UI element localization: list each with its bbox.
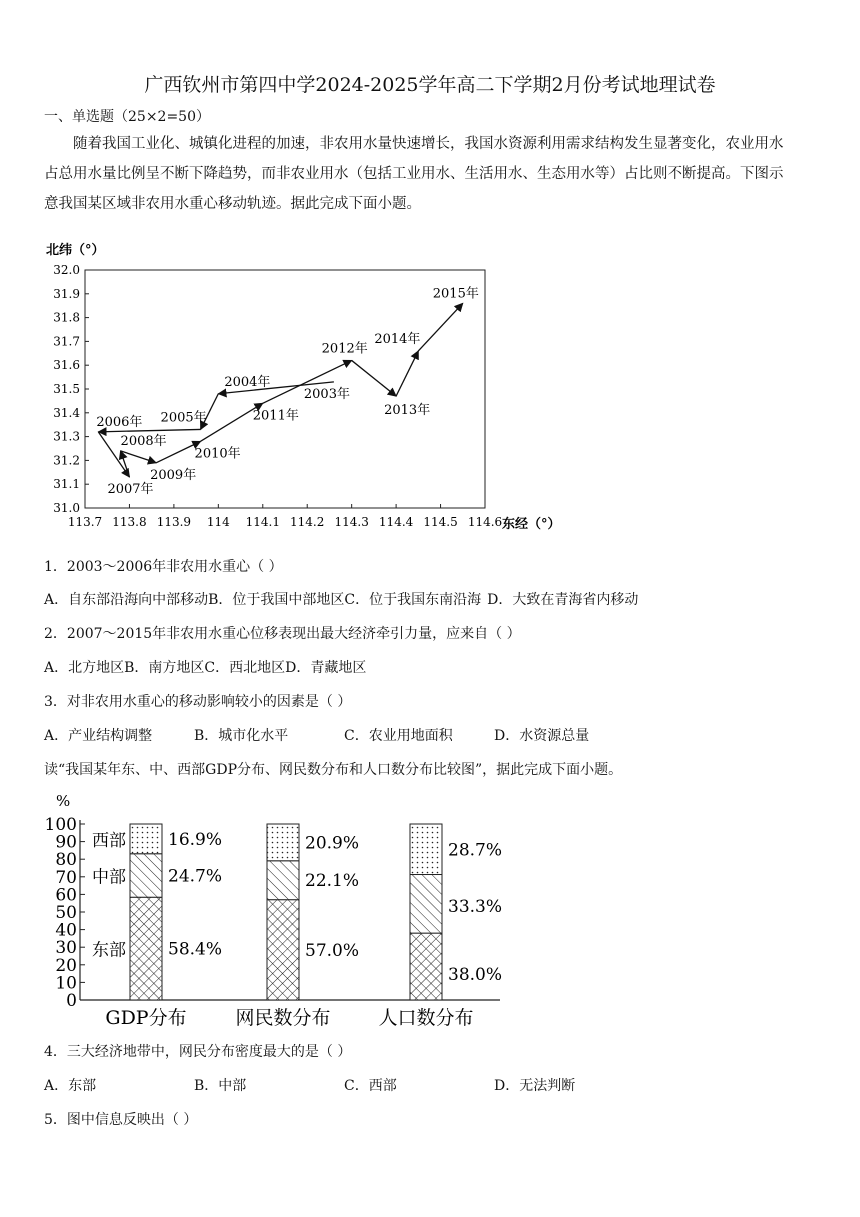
bar-segment bbox=[130, 897, 162, 1000]
bar-value-label: 20.9% bbox=[305, 833, 360, 854]
intro-paragraph-1 bbox=[44, 129, 820, 219]
y-tick-label: 31.8 bbox=[53, 310, 80, 325]
y-tick-label: 70 bbox=[55, 867, 77, 888]
y-axis-label: 北纬（°） bbox=[46, 243, 105, 258]
option-c[interactable]: C．位于我国东南沿海 bbox=[344, 592, 482, 608]
water-centroid-chart bbox=[40, 236, 580, 536]
y-tick-label: 80 bbox=[55, 850, 77, 871]
option-c[interactable]: C．农业用地面积 bbox=[344, 728, 453, 744]
question-5-stem: 5．图中信息反映出（ ） bbox=[44, 1112, 198, 1128]
y-tick-label: 50 bbox=[55, 903, 77, 923]
x-tick-label: 114 bbox=[206, 515, 230, 529]
question-2-options bbox=[44, 657, 366, 677]
x-tick-label: 114.5 bbox=[423, 515, 458, 529]
y-tick-label: 32.0 bbox=[53, 263, 80, 277]
option-a[interactable]: A．自东部沿海向中部移动 bbox=[44, 592, 209, 608]
y-tick-label: 31.5 bbox=[53, 382, 80, 396]
distribution-bar-chart bbox=[40, 790, 520, 1040]
y-tick-label: 31.7 bbox=[53, 334, 80, 349]
x-axis-label: 东经（°） bbox=[502, 517, 561, 532]
question-2-stem: 2．2007～2015年非农用水重心位移表现出最大经济牵引力量，应来自（ ） bbox=[44, 626, 521, 642]
y-tick-label: 100 bbox=[44, 815, 77, 835]
bar-value-label: 22.1% bbox=[305, 871, 360, 892]
bar-value-label: 58.4% bbox=[168, 939, 223, 960]
x-tick-label: 114.4 bbox=[378, 515, 414, 529]
bar-value-label: 38.0% bbox=[448, 965, 503, 985]
y-tick-label: 31.4 bbox=[53, 405, 80, 420]
x-tick-label: 114.6 bbox=[467, 515, 503, 529]
y-tick-label: 0 bbox=[66, 991, 77, 1011]
section-heading: 一、单选题（25×2=50） bbox=[44, 109, 210, 125]
page-title: 广西钦州市第四中学2024-2025学年高二下学期2月份考试地理试卷 bbox=[144, 74, 716, 96]
point-label: 2007年 bbox=[107, 482, 154, 498]
option-d[interactable]: D．青藏地区 bbox=[285, 660, 367, 676]
option-d[interactable]: D．无法判断 bbox=[494, 1078, 576, 1094]
option-b[interactable]: B．中部 bbox=[194, 1078, 247, 1094]
bar-value-label: 24.7% bbox=[168, 866, 223, 887]
y-axis-label: % bbox=[56, 792, 71, 810]
category-label: GDP分布 bbox=[105, 1007, 187, 1029]
intro-paragraph-2: 读“我国某年东、中、西部GDP分布、网民数分布和人口数分布比较图”，据此完成下面小题。 bbox=[44, 762, 623, 778]
option-d[interactable]: D．水资源总量 bbox=[494, 728, 590, 744]
x-tick-label: 114.1 bbox=[245, 515, 280, 529]
question-4-stem: 4．三大经济地带中，网民分布密度最大的是（ ） bbox=[44, 1044, 352, 1060]
question-1-options bbox=[44, 589, 638, 609]
option-b[interactable]: B．城市化水平 bbox=[194, 728, 289, 744]
plot-frame bbox=[85, 270, 485, 508]
x-tick-label: 113.9 bbox=[156, 515, 192, 529]
question-1-stem: 1．2003～2006年非农用水重心（ ） bbox=[44, 559, 283, 575]
bar-value-label: 28.7% bbox=[448, 840, 503, 861]
y-tick-label: 10 bbox=[55, 973, 77, 994]
bar-value-label: 57.0% bbox=[305, 940, 360, 961]
option-a[interactable]: A．东部 bbox=[44, 1078, 97, 1094]
series-label: 西部 bbox=[92, 830, 126, 851]
trajectory-segment bbox=[396, 351, 418, 396]
point-label: 2014年 bbox=[374, 331, 421, 347]
option-b[interactable]: B．位于我国中部地区 bbox=[208, 592, 345, 608]
point-label: 2003年 bbox=[303, 386, 350, 402]
y-tick-label: 40 bbox=[55, 920, 77, 941]
y-tick-label: 31.6 bbox=[53, 358, 80, 373]
y-tick-label: 31.9 bbox=[53, 286, 80, 301]
bar-segment bbox=[267, 824, 299, 861]
bar-segment bbox=[267, 861, 299, 900]
trajectory-segment bbox=[121, 451, 130, 477]
point-label: 2009年 bbox=[150, 467, 197, 483]
trajectory-segment bbox=[352, 360, 396, 396]
option-c[interactable]: C．西部 bbox=[344, 1078, 397, 1094]
trajectory-segment bbox=[121, 451, 157, 463]
category-label: 网民数分布 bbox=[235, 1007, 331, 1029]
y-tick-label: 90 bbox=[55, 832, 77, 853]
y-tick-label: 30 bbox=[55, 938, 77, 959]
intro-line: 意我国某区域非农用水重心移动轨迹。据此完成下面小题。 bbox=[44, 196, 421, 212]
point-label: 2008年 bbox=[120, 433, 167, 449]
option-b[interactable]: B．南方地区 bbox=[124, 660, 205, 676]
option-c[interactable]: C．西北地区 bbox=[204, 660, 286, 676]
point-label: 2013年 bbox=[384, 403, 431, 419]
option-a[interactable]: A．北方地区 bbox=[44, 660, 125, 676]
point-label: 2015年 bbox=[432, 286, 479, 302]
point-label: 2012年 bbox=[321, 341, 368, 357]
y-tick-label: 20 bbox=[55, 955, 77, 976]
x-tick-label: 113.8 bbox=[112, 515, 147, 529]
point-label: 2010年 bbox=[194, 446, 241, 462]
bar-segment bbox=[130, 824, 162, 854]
question-4-options bbox=[44, 1075, 575, 1095]
bar-segment bbox=[130, 854, 162, 897]
question-3-stem: 3．对非农用水重心的移动影响较小的因素是（ ） bbox=[44, 694, 352, 710]
y-tick-label: 31.0 bbox=[53, 501, 80, 515]
point-label: 2011年 bbox=[252, 408, 299, 424]
category-label: 人口数分布 bbox=[378, 1007, 474, 1029]
bar-segment bbox=[410, 875, 442, 934]
x-tick-label: 114.3 bbox=[334, 515, 369, 529]
intro-line: 占总用水量比例呈不断下降趋势，而非农业用水（包括工业用水、生活用水、生态用水等）占比则不断提高。下图示 bbox=[44, 166, 784, 182]
series-label: 中部 bbox=[92, 867, 126, 888]
point-label: 2005年 bbox=[160, 410, 207, 426]
y-tick-label: 31.2 bbox=[53, 453, 80, 468]
x-tick-label: 113.7 bbox=[67, 515, 103, 529]
bar-value-label: 16.9% bbox=[168, 829, 223, 850]
x-tick-label: 114.2 bbox=[290, 515, 325, 529]
trajectory-segment bbox=[418, 303, 462, 351]
bar-segment bbox=[267, 900, 299, 1000]
bar-segment bbox=[410, 824, 442, 875]
bar-segment bbox=[410, 933, 442, 1000]
bar-value-label: 33.3% bbox=[448, 896, 503, 917]
y-tick-label: 31.1 bbox=[53, 477, 80, 492]
y-tick-label: 60 bbox=[55, 885, 77, 906]
point-label: 2006年 bbox=[96, 414, 143, 430]
intro-line: 随着我国工业化、城镇化进程的加速，非农用水量快速增长，我国水资源利用需求结构发生显著变化，农业用水 bbox=[73, 136, 784, 152]
option-a[interactable]: A．产业结构调整 bbox=[44, 728, 153, 744]
y-tick-label: 31.3 bbox=[53, 429, 80, 444]
series-label: 东部 bbox=[92, 940, 126, 961]
point-label: 2004年 bbox=[224, 374, 271, 390]
option-d[interactable]: D．大致在青海省内移动 bbox=[487, 592, 639, 608]
question-3-options bbox=[44, 725, 589, 745]
